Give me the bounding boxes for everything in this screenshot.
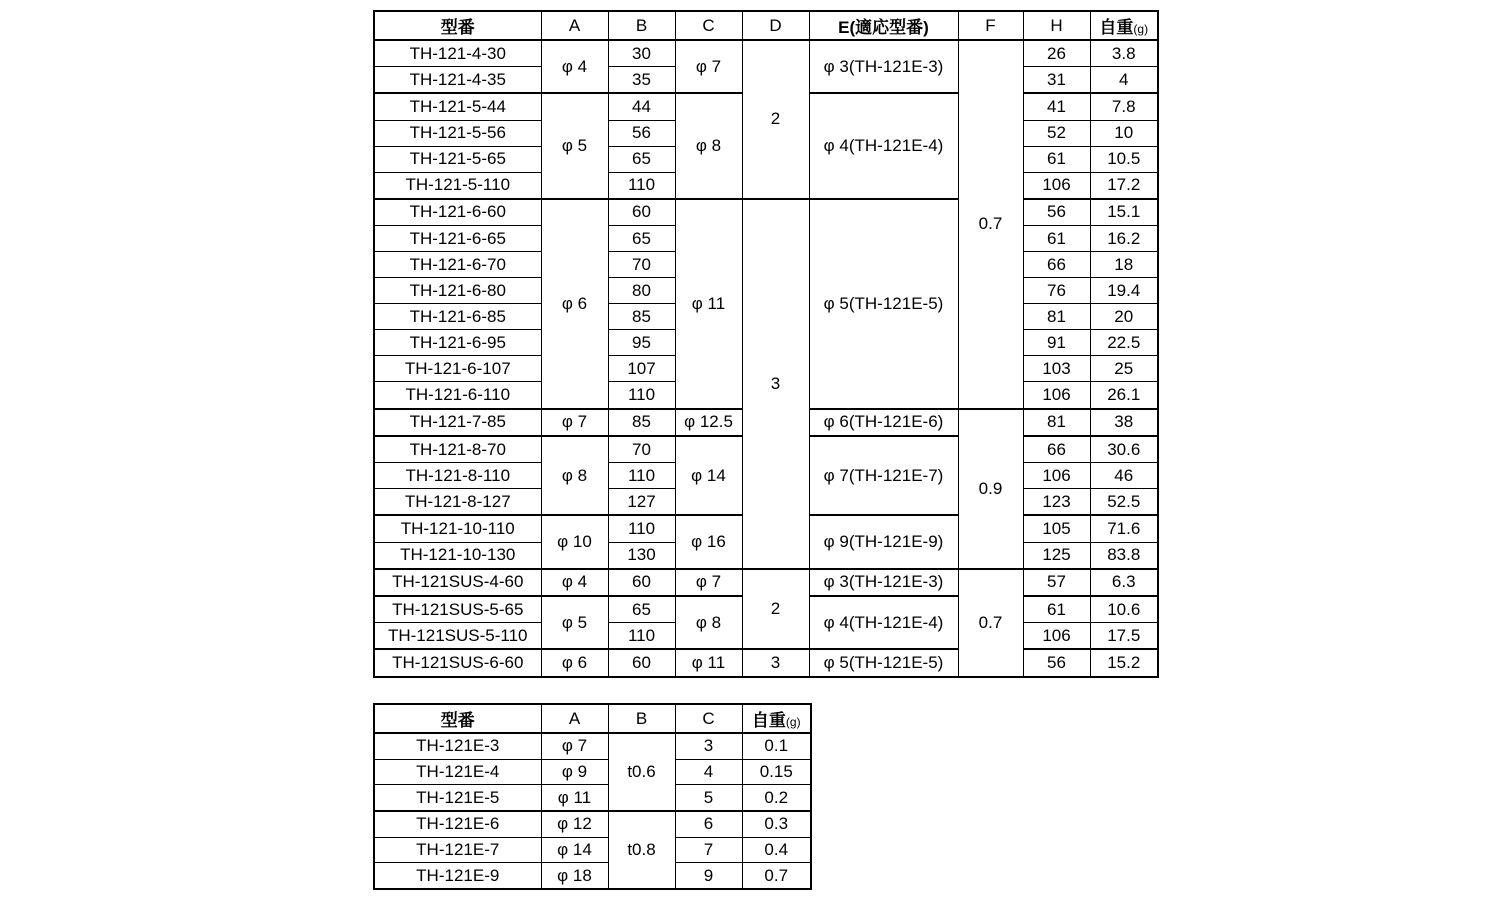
col-header-unit: (g) [1133, 22, 1149, 36]
cell-b: 130 [608, 542, 675, 569]
cell-model: TH-121E-3 [374, 733, 541, 759]
table-row [374, 40, 1158, 67]
cell-model: TH-121-10-130 [374, 542, 541, 569]
cell-model: TH-121-7-85 [374, 409, 541, 436]
cell-a: φ 8 [541, 436, 608, 515]
cell-weight: 10 [1090, 120, 1158, 146]
cell-weight: 30.6 [1090, 436, 1158, 463]
col-header-b [608, 704, 675, 733]
cell-model: TH-121-6-110 [374, 382, 541, 409]
cell-model: TH-121SUS-6-60 [374, 649, 541, 677]
cell-h: 106 [1023, 382, 1090, 409]
col-header-label: 型番 [440, 711, 475, 730]
cell-model: TH-121SUS-4-60 [374, 569, 541, 596]
cell-a: φ 6 [541, 199, 608, 409]
cell-weight: 20 [1090, 304, 1158, 330]
cell-b: 65 [608, 596, 675, 623]
cell-weight: 10.6 [1090, 596, 1158, 623]
cell-b: 30 [608, 40, 675, 67]
cell-f: 0.7 [958, 40, 1023, 409]
col-header-unit: (g) [785, 715, 801, 729]
cell-c: φ 12.5 [675, 409, 742, 436]
cell-b: 60 [608, 649, 675, 677]
cell-b: 110 [608, 172, 675, 199]
cell-c: φ 14 [675, 436, 742, 515]
cell-weight: 16.2 [1090, 226, 1158, 252]
col-header-c [675, 704, 742, 733]
cell-weight: 18 [1090, 252, 1158, 278]
header-row [374, 704, 811, 733]
cell-e: φ 3(TH-121E-3) [809, 569, 958, 596]
cell-h: 123 [1023, 489, 1090, 516]
cell-h: 81 [1023, 304, 1090, 330]
col-header-d [742, 11, 809, 40]
col-header-b [608, 11, 675, 40]
col-header-label: C [702, 15, 715, 35]
cell-weight: 6.3 [1090, 569, 1158, 596]
cell-weight: 0.7 [742, 863, 811, 889]
cell-b: 70 [608, 436, 675, 463]
cell-weight: 3.8 [1090, 40, 1158, 67]
cell-model: TH-121-4-35 [374, 67, 541, 94]
cell-a: φ 5 [541, 596, 608, 649]
cell-h: 106 [1023, 172, 1090, 199]
col-header-label: H [1050, 15, 1063, 35]
cell-model: TH-121-6-65 [374, 226, 541, 252]
cell-e: φ 5(TH-121E-5) [809, 199, 958, 409]
col-header-f [958, 11, 1023, 40]
cell-e: φ 5(TH-121E-5) [809, 649, 958, 677]
cell-model: TH-121-5-56 [374, 120, 541, 146]
cell-model: TH-121-6-80 [374, 278, 541, 304]
cell-b: 110 [608, 623, 675, 650]
cell-b: 85 [608, 304, 675, 330]
cell-model: TH-121E-6 [374, 811, 541, 837]
table-row [374, 837, 811, 863]
cell-weight: 0.2 [742, 785, 811, 811]
cell-model: TH-121E-4 [374, 759, 541, 785]
cell-b: 107 [608, 356, 675, 382]
col-header-label: 型番 [440, 18, 475, 37]
cell-c: φ 7 [675, 40, 742, 93]
cell-e: φ 4(TH-121E-4) [809, 596, 958, 649]
cell-e: φ 6(TH-121E-6) [809, 409, 958, 436]
cell-a: φ 7 [541, 733, 608, 759]
cell-a: φ 10 [541, 515, 608, 568]
table-row [374, 811, 811, 837]
cell-a: φ 5 [541, 93, 608, 199]
cell-h: 106 [1023, 463, 1090, 489]
table-row [374, 785, 811, 811]
cell-model: TH-121-10-110 [374, 515, 541, 542]
cell-b: 95 [608, 330, 675, 356]
cell-c: 3 [675, 733, 742, 759]
cell-c: φ 11 [675, 649, 742, 677]
cell-weight: 46 [1090, 463, 1158, 489]
header-row [374, 11, 1158, 40]
cell-model: TH-121-5-110 [374, 172, 541, 199]
cell-model: TH-121E-9 [374, 863, 541, 889]
cell-d: 2 [742, 40, 809, 199]
cell-b: 65 [608, 226, 675, 252]
cell-model: TH-121-6-85 [374, 304, 541, 330]
col-header-model [374, 704, 541, 733]
cell-weight: 0.15 [742, 759, 811, 785]
cell-model: TH-121-6-107 [374, 356, 541, 382]
cell-weight: 19.4 [1090, 278, 1158, 304]
cell-c: 6 [675, 811, 742, 837]
cell-c: 5 [675, 785, 742, 811]
cell-weight: 7.8 [1090, 93, 1158, 120]
table-row [374, 863, 811, 889]
cell-c: φ 8 [675, 596, 742, 649]
cell-model: TH-121-6-60 [374, 199, 541, 226]
cell-h: 52 [1023, 120, 1090, 146]
cell-b: 110 [608, 463, 675, 489]
cell-weight: 71.6 [1090, 515, 1158, 542]
cell-b: 85 [608, 409, 675, 436]
cell-model: TH-121-6-70 [374, 252, 541, 278]
table-row [374, 649, 1158, 677]
col-header-label: C [702, 708, 715, 728]
cell-b: 127 [608, 489, 675, 516]
col-header-label: 自重 [1099, 18, 1134, 37]
cell-h: 106 [1023, 623, 1090, 650]
cell-a: φ 9 [541, 759, 608, 785]
cell-weight: 52.5 [1090, 489, 1158, 516]
cell-h: 61 [1023, 146, 1090, 172]
cell-c: φ 11 [675, 199, 742, 409]
cell-h: 103 [1023, 356, 1090, 382]
cell-a: φ 14 [541, 837, 608, 863]
cell-a: φ 4 [541, 40, 608, 93]
cell-h: 66 [1023, 252, 1090, 278]
col-header-c [675, 11, 742, 40]
cell-h: 56 [1023, 649, 1090, 677]
table-row [374, 733, 811, 759]
cell-b: 60 [608, 569, 675, 596]
cell-h: 41 [1023, 93, 1090, 120]
cell-c: φ 8 [675, 93, 742, 199]
cell-model: TH-121E-7 [374, 837, 541, 863]
cell-b: 80 [608, 278, 675, 304]
cell-e: φ 4(TH-121E-4) [809, 93, 958, 199]
cell-c: 4 [675, 759, 742, 785]
cell-h: 61 [1023, 226, 1090, 252]
cell-b: 70 [608, 252, 675, 278]
table-row [374, 759, 811, 785]
cell-model: TH-121-4-30 [374, 40, 541, 67]
cell-model: TH-121SUS-5-110 [374, 623, 541, 650]
col-header-label: D [769, 15, 782, 35]
cell-h: 57 [1023, 569, 1090, 596]
col-header-a [541, 11, 608, 40]
cell-h: 26 [1023, 40, 1090, 67]
cell-weight: 83.8 [1090, 542, 1158, 569]
cell-h: 81 [1023, 409, 1090, 436]
table-row [374, 569, 1158, 596]
cell-e: φ 7(TH-121E-7) [809, 436, 958, 515]
cell-a: φ 12 [541, 811, 608, 837]
cell-b: 110 [608, 515, 675, 542]
cell-b: 44 [608, 93, 675, 120]
cell-h: 76 [1023, 278, 1090, 304]
spec-table-caps-header [374, 704, 811, 733]
cell-b: 56 [608, 120, 675, 146]
cell-c: φ 7 [675, 569, 742, 596]
cell-weight: 17.5 [1090, 623, 1158, 650]
cell-weight: 10.5 [1090, 146, 1158, 172]
col-header-label: E(適応型番) [838, 18, 929, 37]
cell-b: 65 [608, 146, 675, 172]
cell-weight: 15.1 [1090, 199, 1158, 226]
cell-model: TH-121E-5 [374, 785, 541, 811]
cell-f: 0.9 [958, 409, 1023, 569]
cell-e: φ 3(TH-121E-3) [809, 40, 958, 93]
cell-weight: 0.4 [742, 837, 811, 863]
col-header-label: A [568, 708, 581, 728]
cell-b: 35 [608, 67, 675, 94]
col-header-label: F [985, 15, 996, 35]
cell-h: 31 [1023, 67, 1090, 94]
cell-h: 66 [1023, 436, 1090, 463]
cell-b: t0.8 [608, 811, 675, 889]
cell-d: 2 [742, 569, 809, 650]
cell-b: 110 [608, 382, 675, 409]
cell-h: 56 [1023, 199, 1090, 226]
col-header-weight [742, 704, 811, 733]
cell-a: φ 18 [541, 863, 608, 889]
cell-weight: 38 [1090, 409, 1158, 436]
cell-c: 9 [675, 863, 742, 889]
cell-e: φ 9(TH-121E-9) [809, 515, 958, 568]
spec-table-main-header [374, 11, 1158, 40]
cell-model: TH-121-5-44 [374, 93, 541, 120]
cell-h: 91 [1023, 330, 1090, 356]
col-header-weight [1090, 11, 1158, 40]
spec-table-main [373, 10, 1159, 678]
table-row [374, 199, 1158, 226]
spec-table-caps-body [374, 733, 811, 889]
col-header-label: 自重 [751, 711, 786, 730]
cell-weight: 25 [1090, 356, 1158, 382]
cell-d: 3 [742, 199, 809, 569]
cell-weight: 17.2 [1090, 172, 1158, 199]
col-header-label: B [635, 15, 648, 35]
cell-model: TH-121SUS-5-65 [374, 596, 541, 623]
cell-b: t0.6 [608, 733, 675, 811]
cell-model: TH-121-8-127 [374, 489, 541, 516]
cell-h: 105 [1023, 515, 1090, 542]
cell-weight: 4 [1090, 67, 1158, 94]
col-header-label: A [568, 15, 581, 35]
spec-table-caps [373, 703, 812, 890]
cell-weight: 26.1 [1090, 382, 1158, 409]
cell-model: TH-121-5-65 [374, 146, 541, 172]
cell-model: TH-121-8-70 [374, 436, 541, 463]
cell-d: 3 [742, 649, 809, 677]
col-header-model [374, 11, 541, 40]
cell-c: 7 [675, 837, 742, 863]
cell-model: TH-121-6-95 [374, 330, 541, 356]
cell-a: φ 4 [541, 569, 608, 596]
cell-b: 60 [608, 199, 675, 226]
col-header-label: B [635, 708, 648, 728]
cell-h: 125 [1023, 542, 1090, 569]
col-header-a [541, 704, 608, 733]
cell-weight: 0.3 [742, 811, 811, 837]
cell-a: φ 7 [541, 409, 608, 436]
cell-weight: 15.2 [1090, 649, 1158, 677]
cell-c: φ 16 [675, 515, 742, 568]
cell-model: TH-121-8-110 [374, 463, 541, 489]
cell-weight: 0.1 [742, 733, 811, 759]
col-header-e [809, 11, 958, 40]
spec-table-main-body [374, 40, 1158, 677]
col-header-h [1023, 11, 1090, 40]
cell-a: φ 6 [541, 649, 608, 677]
cell-a: φ 11 [541, 785, 608, 811]
cell-h: 61 [1023, 596, 1090, 623]
cell-f: 0.7 [958, 569, 1023, 677]
cell-weight: 22.5 [1090, 330, 1158, 356]
